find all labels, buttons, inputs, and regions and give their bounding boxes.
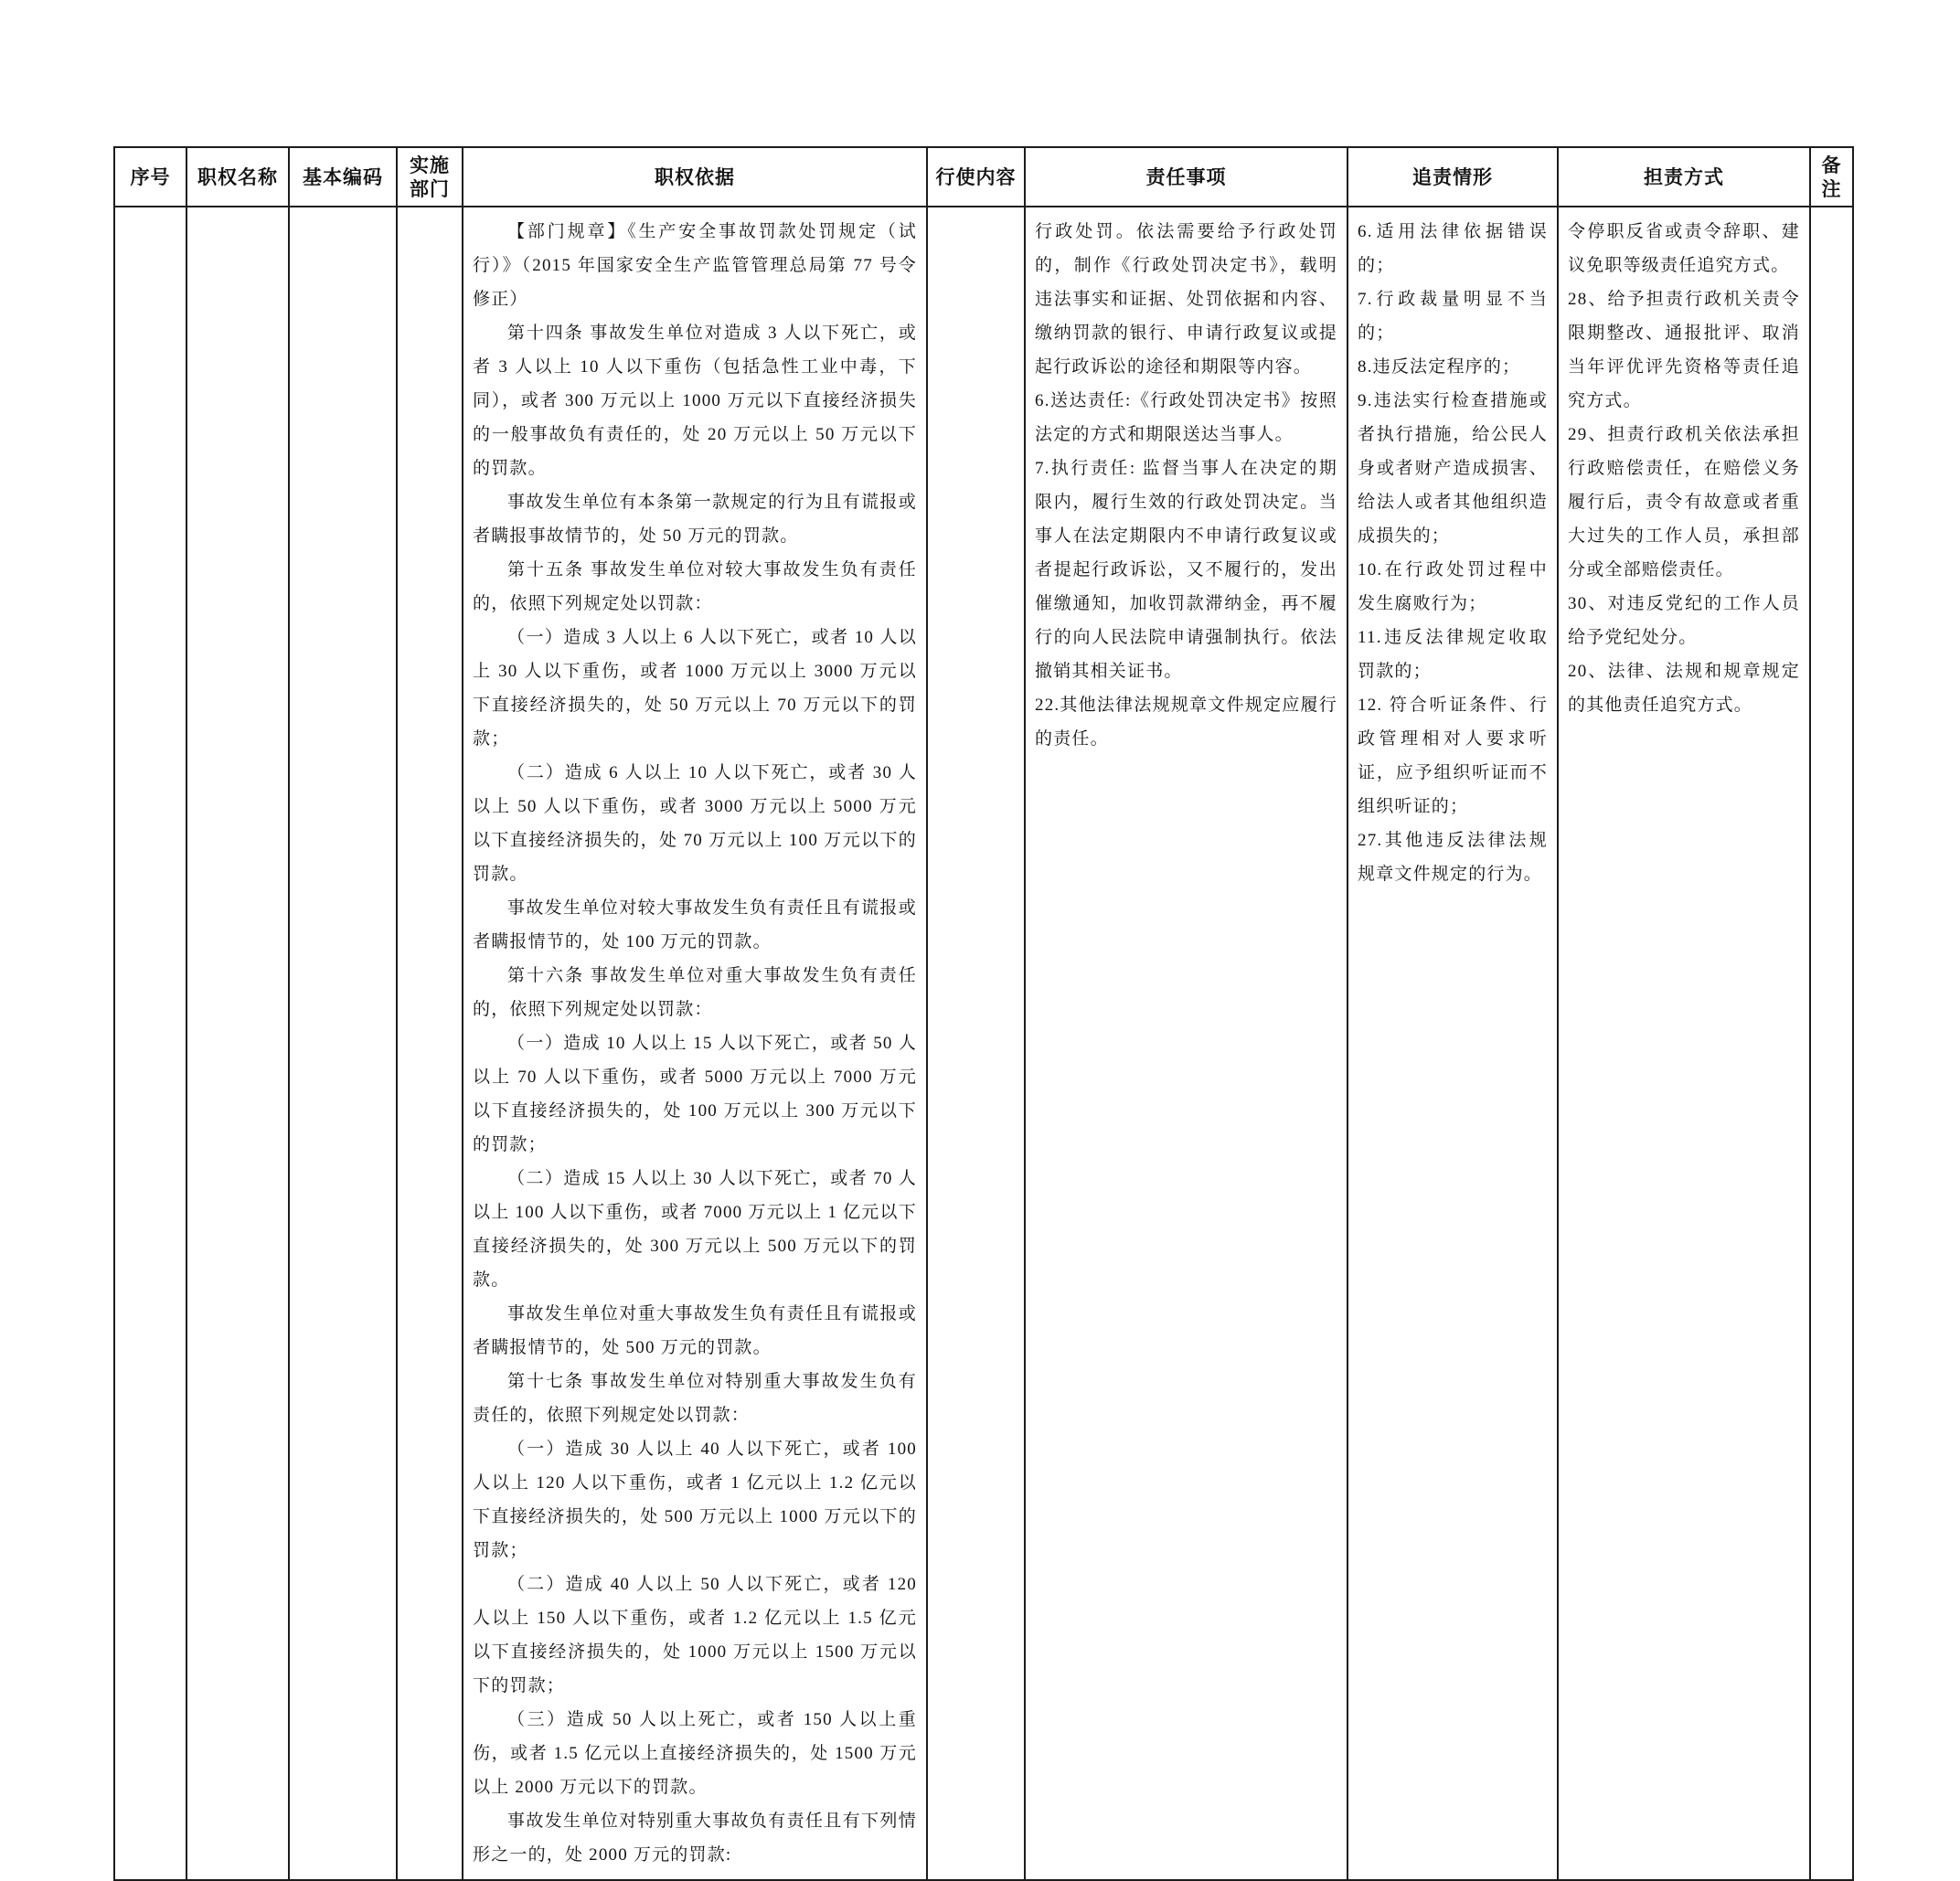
paragraph: 第十七条 事故发生单位对特别重大事故发生负有责任的，依照下列规定处以罚款： (473, 1372, 917, 1425)
paragraph: 22.其他法律法规规章文件规定应履行的责任。 (1035, 696, 1337, 749)
paragraph: 20、法律、法规和规章规定的其他责任追究方式。 (1568, 662, 1800, 715)
header-zhiquan-mingcheng: 职权名称 (186, 147, 289, 207)
power-responsibility-table (113, 146, 1854, 1881)
paragraph: 7.行政裁量明显不当的； (1358, 290, 1548, 343)
zeren-shixiang-text (1035, 215, 1337, 756)
cell-jiben-bianma (289, 207, 397, 1880)
paragraph: 事故发生单位对较大事故发生负有责任且有谎报或者瞒报情节的，处 100 万元的罚款。 (473, 898, 917, 951)
zhuize-qingxing-text (1358, 215, 1548, 891)
danze-fangshi-text (1568, 215, 1800, 722)
paragraph: 30、对违反党纪的工作人员给予党纪处分。 (1568, 594, 1800, 647)
zhiquan-yiju-text (473, 215, 917, 1872)
paragraph: 27.其他违反法律法规规章文件规定的行为。 (1358, 831, 1548, 884)
paragraph: 行政处罚。依法需要给予行政处罚的，制作《行政处罚决定书》，载明违法事实和证据、处罚依据和内容、缴纳罚款的银行、申请行政复议或提起行政诉讼的途径和期限等内容。 (1035, 222, 1337, 377)
header-zhuize-qingxing: 追责情形 (1348, 147, 1558, 207)
paragraph: 12. 符合听证条件、行政管理相对人要求听证，应予组织听证而不组织听证的； (1358, 696, 1548, 816)
header-shishi-bumen: 实施部门 (397, 147, 463, 207)
paragraph: 28、给予担责行政机关责令限期整改、通报批评、取消当年评优评先资格等责任追究方式。 (1568, 290, 1800, 410)
paragraph: 第十四条 事故发生单位对造成 3 人以下死亡，或者 3 人以上 10 人以下重伤（包括急性工业中毒，下同），或者 300 万元以上 1000 万元以下直接经济损失的一般事故负有责任的，处 20 万元以上 50 万元以下的罚款。 (473, 324, 917, 478)
header-jiben-bianma: 基本编码 (289, 147, 397, 207)
cell-xingshi-neirong (927, 207, 1025, 1880)
header-danze-fangshi: 担责方式 (1558, 147, 1810, 207)
paragraph: 【部门规章】《生产安全事故罚款处罚规定（试行）》（2015 年国家安全生产监管管理总局第 77 号令修正） (473, 222, 917, 309)
cell-zhiquan-mingcheng (186, 207, 289, 1880)
paragraph: 事故发生单位有本条第一款规定的行为且有谎报或者瞒报事故情节的，处 50 万元的罚款。 (473, 493, 917, 546)
header-zhiquan-yiju: 职权依据 (463, 147, 927, 207)
paragraph: （二）造成 40 人以上 50 人以下死亡，或者 120 人以上 150 人以下重伤，或者 1.2 亿元以上 1.5 亿元以下直接经济损失的，处 1000 万元以上 1500 万元以下的罚款； (473, 1575, 917, 1695)
cell-zeren-shixiang (1025, 207, 1348, 1880)
cell-danze-fangshi (1558, 207, 1810, 1880)
paragraph: 11.违反法律规定收取罚款的； (1358, 628, 1548, 681)
paragraph: 事故发生单位对特别重大事故负有责任且有下列情形之一的，处 2000 万元的罚款: (473, 1812, 917, 1865)
paragraph: 6.送达责任:《行政处罚决定书》按照法定的方式和期限送达当事人。 (1035, 391, 1337, 444)
paragraph: 6.适用法律依据错误的； (1358, 222, 1548, 275)
paragraph: 令停职反省或责令辞职、建议免职等级责任追究方式。 (1568, 222, 1800, 275)
table-header-row (114, 147, 1853, 207)
paragraph: 29、担责行政机关依法承担行政赔偿责任，在赔偿义务履行后，责令有故意或者重大过失的工作人员，承担部分或全部赔偿责任。 (1568, 425, 1800, 579)
paragraph: 7.执行责任: 监督当事人在决定的期限内，履行生效的行政处罚决定。当事人在法定期限内不申请行政复议或者提起行政诉讼，又不履行的，发出催缴通知，加收罚款滞纳金，再不履行的向人民法院申请强制执行。依法撤销其相关证书。 (1035, 459, 1337, 681)
paragraph: 第十六条 事故发生单位对重大事故发生负有责任的，依照下列规定处以罚款： (473, 966, 917, 1019)
paragraph: （一）造成 3 人以上 6 人以下死亡，或者 10 人以上 30 人以下重伤，或者 1000 万元以上 3000 万元以下直接经济损失的，处 50 万元以上 70 万元以下的罚款； (473, 628, 917, 749)
paragraph: 事故发生单位对重大事故发生负有责任且有谎报或者瞒报情节的，处 500 万元的罚款。 (473, 1304, 917, 1357)
paragraph: （三）造成 50 人以上死亡，或者 150 人以上重伤，或者 1.5 亿元以上直接经济损失的，处 1500 万元以上 2000 万元以下的罚款。 (473, 1710, 917, 1797)
cell-zhiquan-yiju (463, 207, 927, 1880)
cell-beizhu (1810, 207, 1853, 1880)
header-xingshi-neirong: 行使内容 (927, 147, 1025, 207)
table-row (114, 207, 1853, 1880)
cell-zhuize-qingxing (1348, 207, 1558, 1880)
paragraph: 10.在行政处罚过程中发生腐败行为； (1358, 560, 1548, 613)
cell-shishi-bumen (397, 207, 463, 1880)
paragraph: 9.违法实行检查措施或者执行措施，给公民人身或者财产造成损害、给法人或者其他组织造成损失的； (1358, 391, 1548, 546)
cell-xuhao (114, 207, 186, 1880)
paragraph: （二）造成 6 人以上 10 人以下死亡，或者 30 人以上 50 人以下重伤，或者 3000 万元以上 5000 万元以下直接经济损失的，处 70 万元以上 100 万元以下的罚款。 (473, 763, 917, 884)
paragraph: （二）造成 15 人以上 30 人以下死亡，或者 70 人以上 100 人以下重伤，或者 7000 万元以上 1 亿元以下直接经济损失的，处 300 万元以上 500 万元以下的罚款。 (473, 1169, 917, 1290)
paragraph: （一）造成 10 人以上 15 人以下死亡，或者 50 人以上 70 人以下重伤，或者 5000 万元以上 7000 万元以下直接经济损失的，处 100 万元以上 300 万元以下的罚款； (473, 1034, 917, 1154)
header-xuhao: 序号 (114, 147, 186, 207)
header-zeren-shixiang: 责任事项 (1025, 147, 1348, 207)
paragraph: （一）造成 30 人以上 40 人以下死亡，或者 100 人以上 120 人以下重伤，或者 1 亿元以上 1.2 亿元以下直接经济损失的，处 500 万元以上 1000 万元以下的罚款； (473, 1440, 917, 1560)
paragraph: 8.违反法定程序的； (1358, 357, 1521, 377)
paragraph: 第十五条 事故发生单位对较大事故发生负有责任的，依照下列规定处以罚款： (473, 560, 917, 613)
header-beizhu: 备注 (1810, 147, 1853, 207)
